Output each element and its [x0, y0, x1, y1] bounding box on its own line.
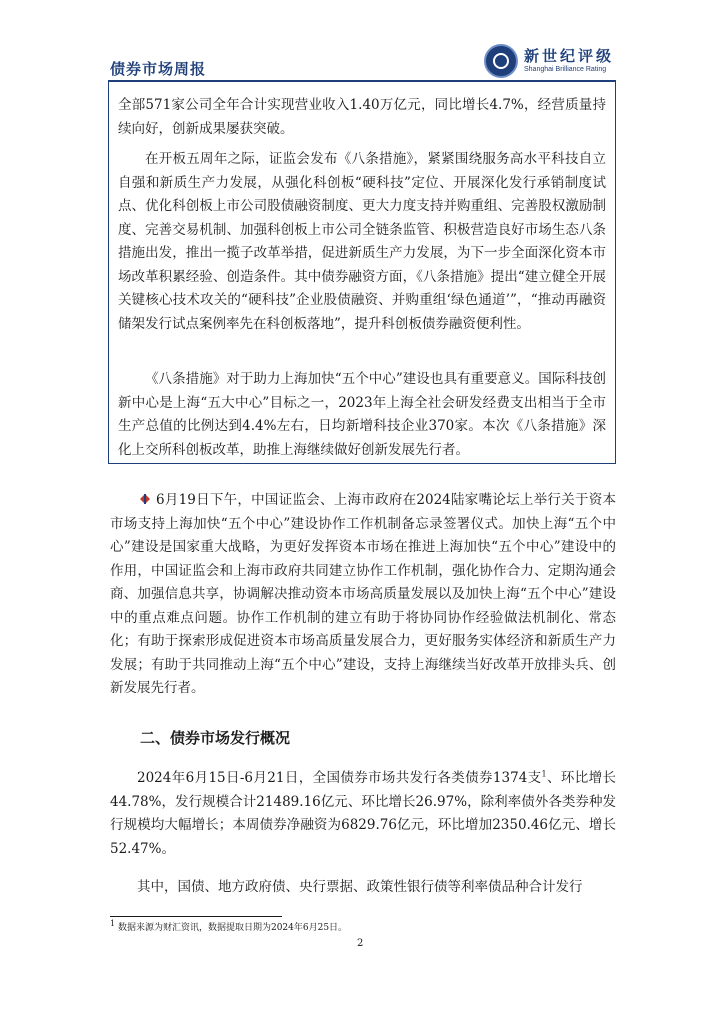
- footnote: [110, 921, 347, 935]
- logo-emblem-icon: [484, 44, 518, 78]
- news-item: [110, 489, 616, 701]
- issuance-text-2: 、环比增长44.78%，发行规模合计21489.16亿元、环比增长26.97%，除利率债外各类券种发行规模均大幅增长；本周债券净融资为6829.76亿元，环比增加2350.46亿元、增长52.47%。: [110, 770, 617, 857]
- box-paragraph-3: 《八条措施》对于助力上海加快“五个中心”建设也具有重要意义。国际科技创新中心是上海“五大中心”目标之一，2023年上海全社会研发经费支出相当于全市生产总值的比例达到4.4%左右，日均新增科技企业370家。本次《八条措施》深化上交所科创板改革，助推上海继续做好创新发展先行者。: [118, 371, 606, 458]
- footnote-mark: 1: [110, 919, 116, 928]
- logo-chinese-name: 新世纪评级: [524, 47, 615, 65]
- footnote-divider: [110, 916, 282, 917]
- box-paragraph-2: 在开板五周年之际，证监会发布《八条措施》，紧紧围绕服务高水平科技自立自强和新质生产力发展，从强化科创板“硬科技”定位、开展深化发行承销制度试点、优化科创板上市公司股债融资制度、更大力度支持并购重组、完善股权激励制度、完善交易机制、加强科创板上市公司全链条监管、积极营造良好市场生态八条措施出发，推出一揽子改革举措，促进新质生产力发展，为下一步全面深化资本市场改革积累经验、创造条件。其中债券融资方面，《八条措施》提出“建立健全开展关键核心技术攻关的“硬科技”企业股债融资、并购重组‘绿色通道’”，“推动再融资储架发行试点案例率先在科创板落地”，提升科创板债券融资便利性。: [118, 151, 606, 332]
- report-title: 债券市场周报: [110, 60, 207, 78]
- text-box: [108, 82, 616, 464]
- bullet-arrow-icon: [140, 494, 150, 504]
- news-paragraph: [110, 489, 616, 701]
- rates-paragraph: 其中，国债、地方政府债、央行票据、政策性银行债等利率债品种合计发行: [137, 879, 583, 895]
- box-paragraph-1: 全部571家公司全年合计实现营业收入1.40万亿元，同比增长4.7%，经营质量持续向好，创新成果屡获突破。: [118, 97, 606, 137]
- footnote-text: 数据来源为财汇资讯，数据提取日期为2024年6月25日。: [117, 923, 348, 933]
- footnote-reference: 1: [541, 769, 547, 779]
- issuance-paragraph: [110, 767, 616, 861]
- issuance-text-1: 2024年6月15日-6月21日，全国债券市场共发行各类债券1374支: [137, 770, 542, 786]
- brand-logo: [484, 44, 624, 84]
- news-text: 6月19日下午，中国证监会、上海市政府在2024陆家嘴论坛上举行关于资本市场支持上海加快“五个中心”建设协作工作机制备忘录签署仪式。加快上海“五个中心”建设是国家重大战略，为更好发挥资本市场在推进上海加快“五个中心”建设中的作用，中国证监会和上海市政府共同建立协作工作机制，强化协作合力、定期沟通会商、加强信息共享，协调解决推动资本市场高质量发展以及加快上海“五个中心”建设中的重点难点问题。协作工作机制的建立有助于将协同协作经验做法机制化、常态化；有助于探索形成促进资本市场高质量发展合力，更好服务实体经济和新质生产力发展；有助于共同推动上海“五个中心”建设，支持上海继续当好改革开放排头兵、创新发展先行者。: [110, 492, 616, 696]
- logo-english-name: Shanghai Brilliance Rating: [524, 66, 607, 73]
- page-number: 2: [357, 938, 364, 949]
- section-heading: 二、债券市场发行概况: [140, 729, 291, 747]
